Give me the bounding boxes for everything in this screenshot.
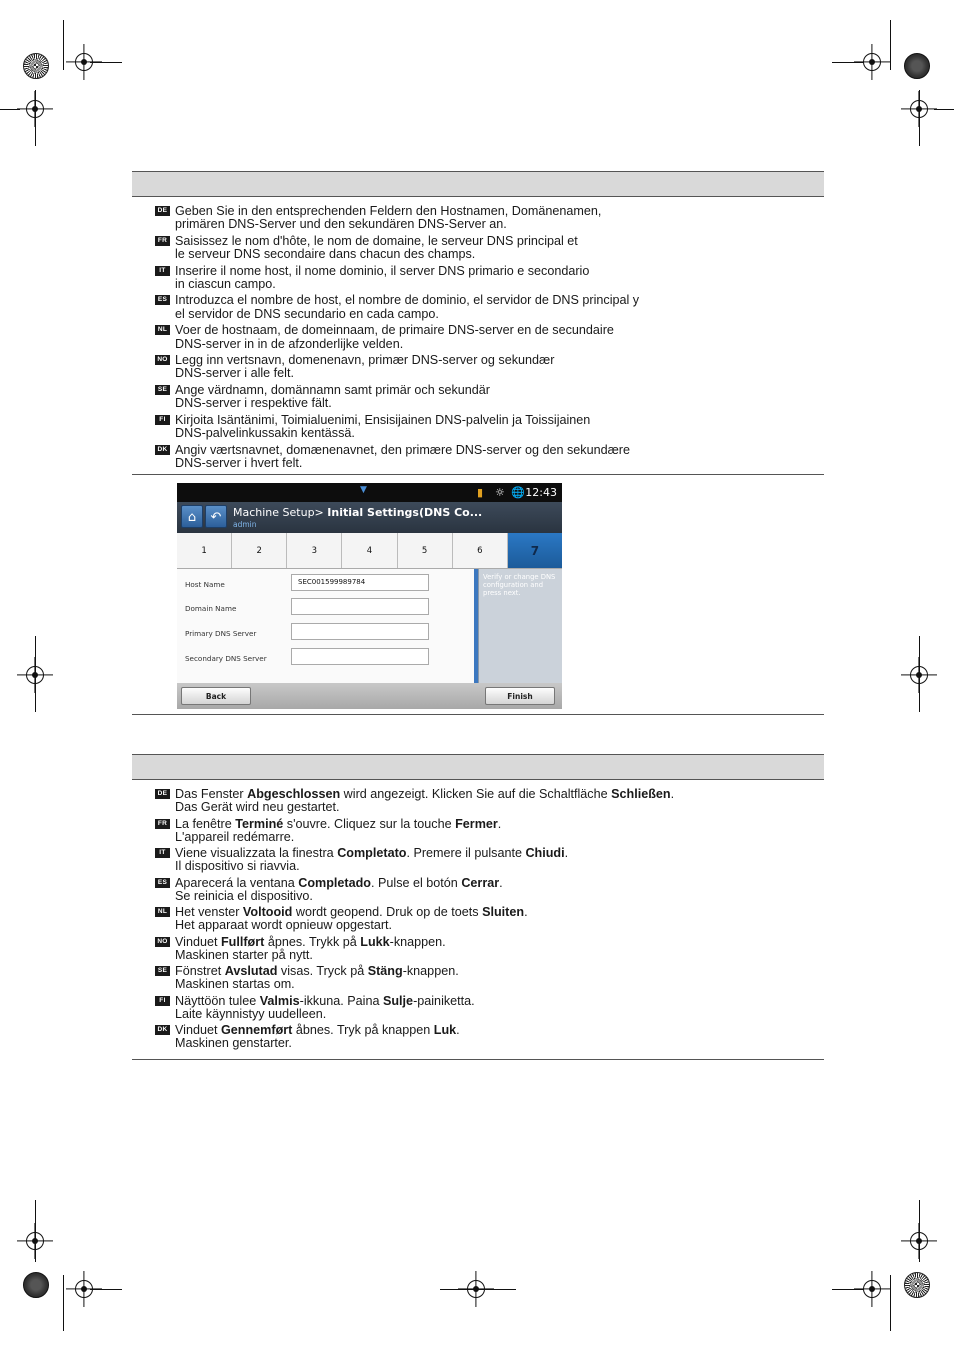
- instruction-text: Legg inn vertsnavn, domenenavn, primær DNS-server og sekundær DNS-server i alle felt.: [175, 353, 555, 381]
- help-panel: Verify or change DNS configuration and press next.: [478, 569, 562, 683]
- instruction-item-no: [155, 936, 755, 963]
- instruction-text: Kirjoita Isäntänimi, Toimialuenimi, Ensisijainen DNS-palvelin ja Toissijainen DNS-palvelinkussakin kentässä.: [175, 412, 591, 441]
- tab-step-1[interactable]: 1: [177, 533, 232, 568]
- language-flag-icon: NO: [155, 937, 170, 947]
- color-rosette-icon: [904, 1272, 930, 1298]
- language-flag-icon: DK: [155, 445, 170, 455]
- instruction-text: Fönstret Avslutad visas. Tryck på Stäng-knappen. Maskinen startas om.: [175, 964, 459, 992]
- instruction-text: Viene visualizzata la finestra Completato. Premere il pulsante Chiudi. Il dispositivo si riavvia.: [175, 846, 569, 874]
- divider: [132, 474, 824, 475]
- brightness-icon: ☼: [495, 486, 505, 499]
- clock: 12:43: [525, 486, 557, 499]
- tab-step-4[interactable]: 4: [342, 533, 397, 568]
- domain-name-label: Domain Name: [185, 604, 237, 613]
- bottom-bar: [177, 683, 562, 709]
- instruction-item-es: [155, 877, 755, 904]
- instruction-text: Das Fenster Abgeschlossen wird angezeigt. Klicken Sie auf die Schaltfläche Schließen. Das Gerät wird neu gestartet.: [175, 787, 675, 815]
- language-flag-icon: NO: [155, 355, 170, 365]
- notification-chevron-icon[interactable]: ▼: [360, 485, 367, 495]
- instruction-item-no: [155, 354, 755, 381]
- instruction-item-se: [155, 384, 755, 411]
- language-flag-icon: FR: [155, 236, 170, 246]
- instruction-text: Geben Sie in den entsprechenden Feldern den Hostnamen, Domänenamen, primären DNS-Server und den sekundären DNS-Server an.: [175, 204, 602, 232]
- language-flag-icon: IT: [155, 848, 170, 858]
- tab-step-5[interactable]: 5: [398, 533, 453, 568]
- title-bar: [177, 502, 562, 533]
- instruction-text: Ange värdnamn, domännamn samt primär och sekundär DNS-server i respektive fält.: [175, 382, 491, 411]
- color-rosette-icon: [23, 53, 49, 79]
- screen-title: [233, 506, 482, 519]
- instruction-text: Saisissez le nom d'hôte, le nom de domaine, le serveur DNS principal et le serveur DNS secondaire dans chacun des champs.: [175, 233, 578, 262]
- globe-icon: 🌐: [511, 486, 525, 499]
- color-rosette-icon: [23, 1272, 49, 1298]
- registration-mark-icon: [863, 53, 881, 71]
- back-button[interactable]: Back: [181, 687, 251, 705]
- primary-dns-label: Primary DNS Server: [185, 629, 257, 638]
- instruction-item-fr: [155, 235, 755, 262]
- primary-dns-input[interactable]: [291, 623, 429, 640]
- secondary-dns-label: Secondary DNS Server: [185, 654, 267, 663]
- device-screenshot: [177, 483, 562, 709]
- registration-mark-icon: [863, 1280, 881, 1298]
- finish-button[interactable]: Finish: [485, 687, 555, 705]
- language-flag-icon: ES: [155, 295, 170, 305]
- instruction-text: Het venster Voltooid wordt geopend. Druk op de toets Sluiten. Het apparaat wordt opnieuw opgestart.: [175, 905, 528, 933]
- host-name-label: Host Name: [185, 580, 225, 589]
- instruction-item-de: [155, 205, 755, 232]
- instruction-item-se: [155, 965, 755, 992]
- instruction-text: La fenêtre Terminé s'ouvre. Cliquez sur la touche Fermer. L'appareil redémarre.: [175, 816, 502, 844]
- instruction-item-es: [155, 294, 755, 321]
- instruction-item-fr: [155, 818, 755, 845]
- step2-instruction-list: [155, 788, 755, 1054]
- language-flag-icon: DE: [155, 206, 170, 216]
- language-flag-icon: ES: [155, 878, 170, 888]
- instruction-text: Angiv værtsnavnet, domænenavnet, den primære DNS-server og den sekundære DNS-server i hvert felt.: [175, 442, 630, 470]
- divider: [132, 1059, 824, 1060]
- divider: [132, 714, 824, 715]
- title-current: Initial Settings(DNS Co...: [327, 506, 483, 519]
- language-flag-icon: IT: [155, 266, 170, 276]
- instruction-item-it: [155, 265, 755, 292]
- step-header-bar: [132, 171, 824, 197]
- tab-step-2[interactable]: 2: [232, 533, 287, 568]
- instruction-text: Introduzca el nombre de host, el nombre de dominio, el servidor de DNS principal y el servidor de DNS secundario en cada campo.: [175, 293, 640, 321]
- domain-name-input[interactable]: [291, 598, 429, 615]
- instruction-text: Vinduet Gennemført åbnes. Tryk på knappen Luk. Maskinen genstarter.: [175, 1023, 460, 1051]
- instruction-text: Näyttöön tulee Valmis-ikkuna. Paina Sulje-painiketta. Laite käynnistyy uudelleen.: [175, 993, 475, 1021]
- instruction-text: Vinduet Fullført åpnes. Trykk på Lukk-knappen. Maskinen starter på nytt.: [175, 934, 446, 962]
- home-icon[interactable]: ⌂: [181, 505, 203, 528]
- language-flag-icon: SE: [155, 385, 170, 395]
- color-rosette-icon: [904, 53, 930, 79]
- instruction-text: Aparecerá la ventana Completado. Pulse el botón Cerrar. Se reinicia el dispositivo.: [175, 875, 503, 903]
- title-prefix: Machine Setup>: [233, 506, 324, 519]
- language-flag-icon: FI: [155, 996, 170, 1006]
- language-flag-icon: NL: [155, 907, 170, 917]
- language-flag-icon: SE: [155, 966, 170, 976]
- instruction-item-dk: [155, 1024, 755, 1051]
- instruction-item-de: [155, 788, 755, 815]
- language-flag-icon: FI: [155, 415, 170, 425]
- instruction-item-nl: [155, 324, 755, 351]
- status-bar: [177, 483, 562, 502]
- instruction-item-nl: [155, 906, 755, 933]
- language-flag-icon: FR: [155, 819, 170, 829]
- toner-level-icon: ▮: [477, 486, 484, 499]
- instruction-text: Inserire il nome host, il nome dominio, il server DNS primario e secondario in ciascun campo.: [175, 263, 590, 292]
- host-name-input[interactable]: SEC001599989784: [291, 574, 429, 591]
- instruction-item-fi: [155, 995, 755, 1022]
- step1-instruction-list: [155, 205, 755, 473]
- back-arrow-icon[interactable]: ↶: [205, 505, 227, 528]
- instruction-item-it: [155, 847, 755, 874]
- language-flag-icon: DE: [155, 789, 170, 799]
- language-flag-icon: DK: [155, 1025, 170, 1035]
- secondary-dns-input[interactable]: [291, 648, 429, 665]
- dns-form: [177, 569, 475, 683]
- instruction-item-dk: [155, 444, 755, 471]
- wizard-steps: [177, 533, 562, 569]
- tab-step-3[interactable]: 3: [287, 533, 342, 568]
- instruction-text: Voer de hostnaam, de domeinnaam, de primaire DNS-server en de secundaire DNS-server in in de afzonderlijke velden.: [175, 323, 614, 351]
- step-header-bar: [132, 754, 824, 780]
- tab-step-7[interactable]: 7: [508, 533, 562, 568]
- language-flag-icon: NL: [155, 325, 170, 335]
- tab-step-6[interactable]: 6: [453, 533, 508, 568]
- user-label: admin: [233, 520, 257, 529]
- instruction-item-fi: [155, 414, 755, 441]
